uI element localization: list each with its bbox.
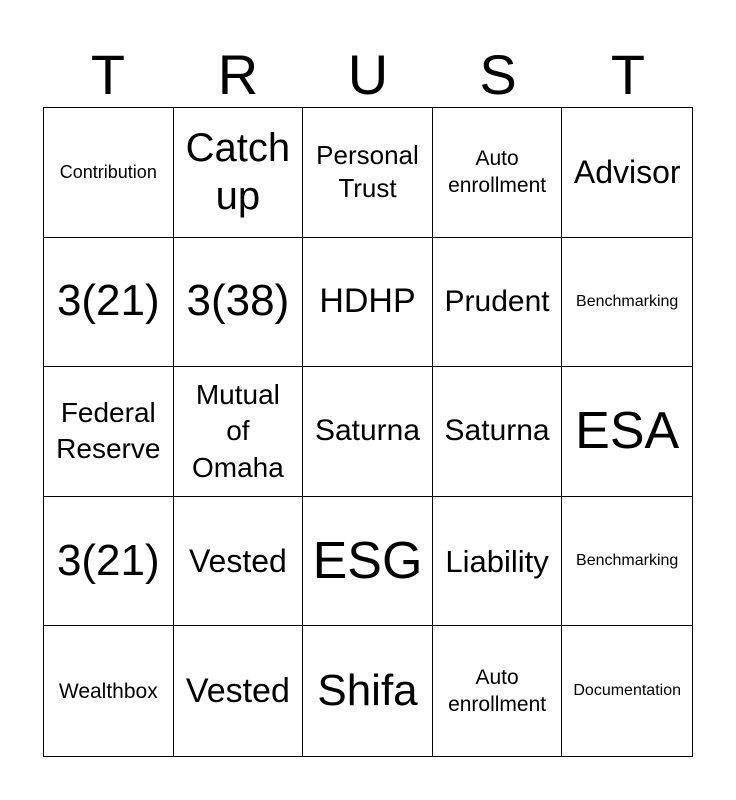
bingo-cell-r2-c5[interactable] (562, 238, 692, 368)
cell-label: Prudent (444, 284, 550, 318)
cell-label: Personal Trust (316, 139, 419, 204)
cell-label: Vested (185, 671, 290, 710)
bingo-cell-r4-c3[interactable] (303, 497, 433, 627)
bingo-cell-r4-c5[interactable] (562, 497, 692, 627)
cell-label: Contribution (59, 162, 157, 183)
bingo-cell-r5-c2[interactable] (174, 626, 304, 756)
cell-label: Benchmarking (576, 292, 679, 310)
cell-label: Shifa (317, 665, 418, 715)
bingo-cell-r5-c5[interactable] (562, 626, 692, 756)
bingo-cell-r3-c4[interactable] (433, 367, 563, 497)
cell-label: Saturna (314, 414, 421, 448)
bingo-board (43, 107, 693, 757)
cell-label: Saturna (444, 414, 550, 448)
header-letter-r: R (217, 43, 259, 106)
cell-label: Vested (188, 542, 287, 579)
cell-label: HDHP (319, 282, 416, 321)
cell-label: Advisor (573, 154, 681, 191)
cell-label: ESG (312, 532, 423, 591)
bingo-cell-r1-c4[interactable] (433, 108, 563, 238)
cell-label: ESA (575, 402, 680, 461)
cell-label: 3(21) (56, 535, 160, 585)
bingo-cell-r5-c4[interactable] (433, 626, 563, 756)
bingo-cell-r2-c2[interactable] (174, 238, 304, 368)
cell-label: 3(21) (56, 276, 160, 326)
bingo-cell-r1-c1[interactable] (44, 108, 174, 238)
bingo-cell-r4-c4[interactable] (433, 497, 563, 627)
bingo-cell-r1-c3[interactable] (303, 108, 433, 238)
bingo-cell-r3-c2[interactable] (174, 367, 304, 497)
bingo-cell-r3-c1[interactable] (44, 367, 174, 497)
cell-label: Documentation (573, 682, 681, 700)
cell-label: Auto enrollment (448, 147, 547, 198)
bingo-cell-r4-c2[interactable] (174, 497, 304, 627)
header-letter-t2: T (610, 43, 646, 106)
cell-label: Mutual of Omaha (191, 378, 284, 483)
bingo-cell-r1-c5[interactable] (562, 108, 692, 238)
cell-label: Auto enrollment (448, 665, 547, 717)
bingo-cell-r1-c2[interactable] (174, 108, 304, 238)
bingo-cell-r5-c3[interactable] (303, 626, 433, 756)
cell-label: Liability (445, 543, 549, 579)
cell-label: Federal Reserve (56, 397, 161, 465)
cell-label: Catch up (185, 126, 291, 219)
bingo-cell-r2-c3[interactable] (303, 238, 433, 368)
bingo-cell-r2-c1[interactable] (44, 238, 174, 368)
header-letter-t1: T (90, 43, 126, 106)
cell-label: Wealthbox (58, 679, 158, 703)
bingo-cell-r3-c3[interactable] (303, 367, 433, 497)
cell-label: 3(38) (186, 276, 290, 326)
bingo-cell-r3-c5[interactable] (562, 367, 692, 497)
cell-label: Benchmarking (576, 552, 679, 570)
bingo-header (43, 42, 693, 108)
header-letter-s: S (479, 43, 517, 106)
bingo-cell-r5-c1[interactable] (44, 626, 174, 756)
bingo-cell-r2-c4[interactable] (433, 238, 563, 368)
header-letter-u: U (347, 43, 389, 106)
bingo-cell-r4-c1[interactable] (44, 497, 174, 627)
